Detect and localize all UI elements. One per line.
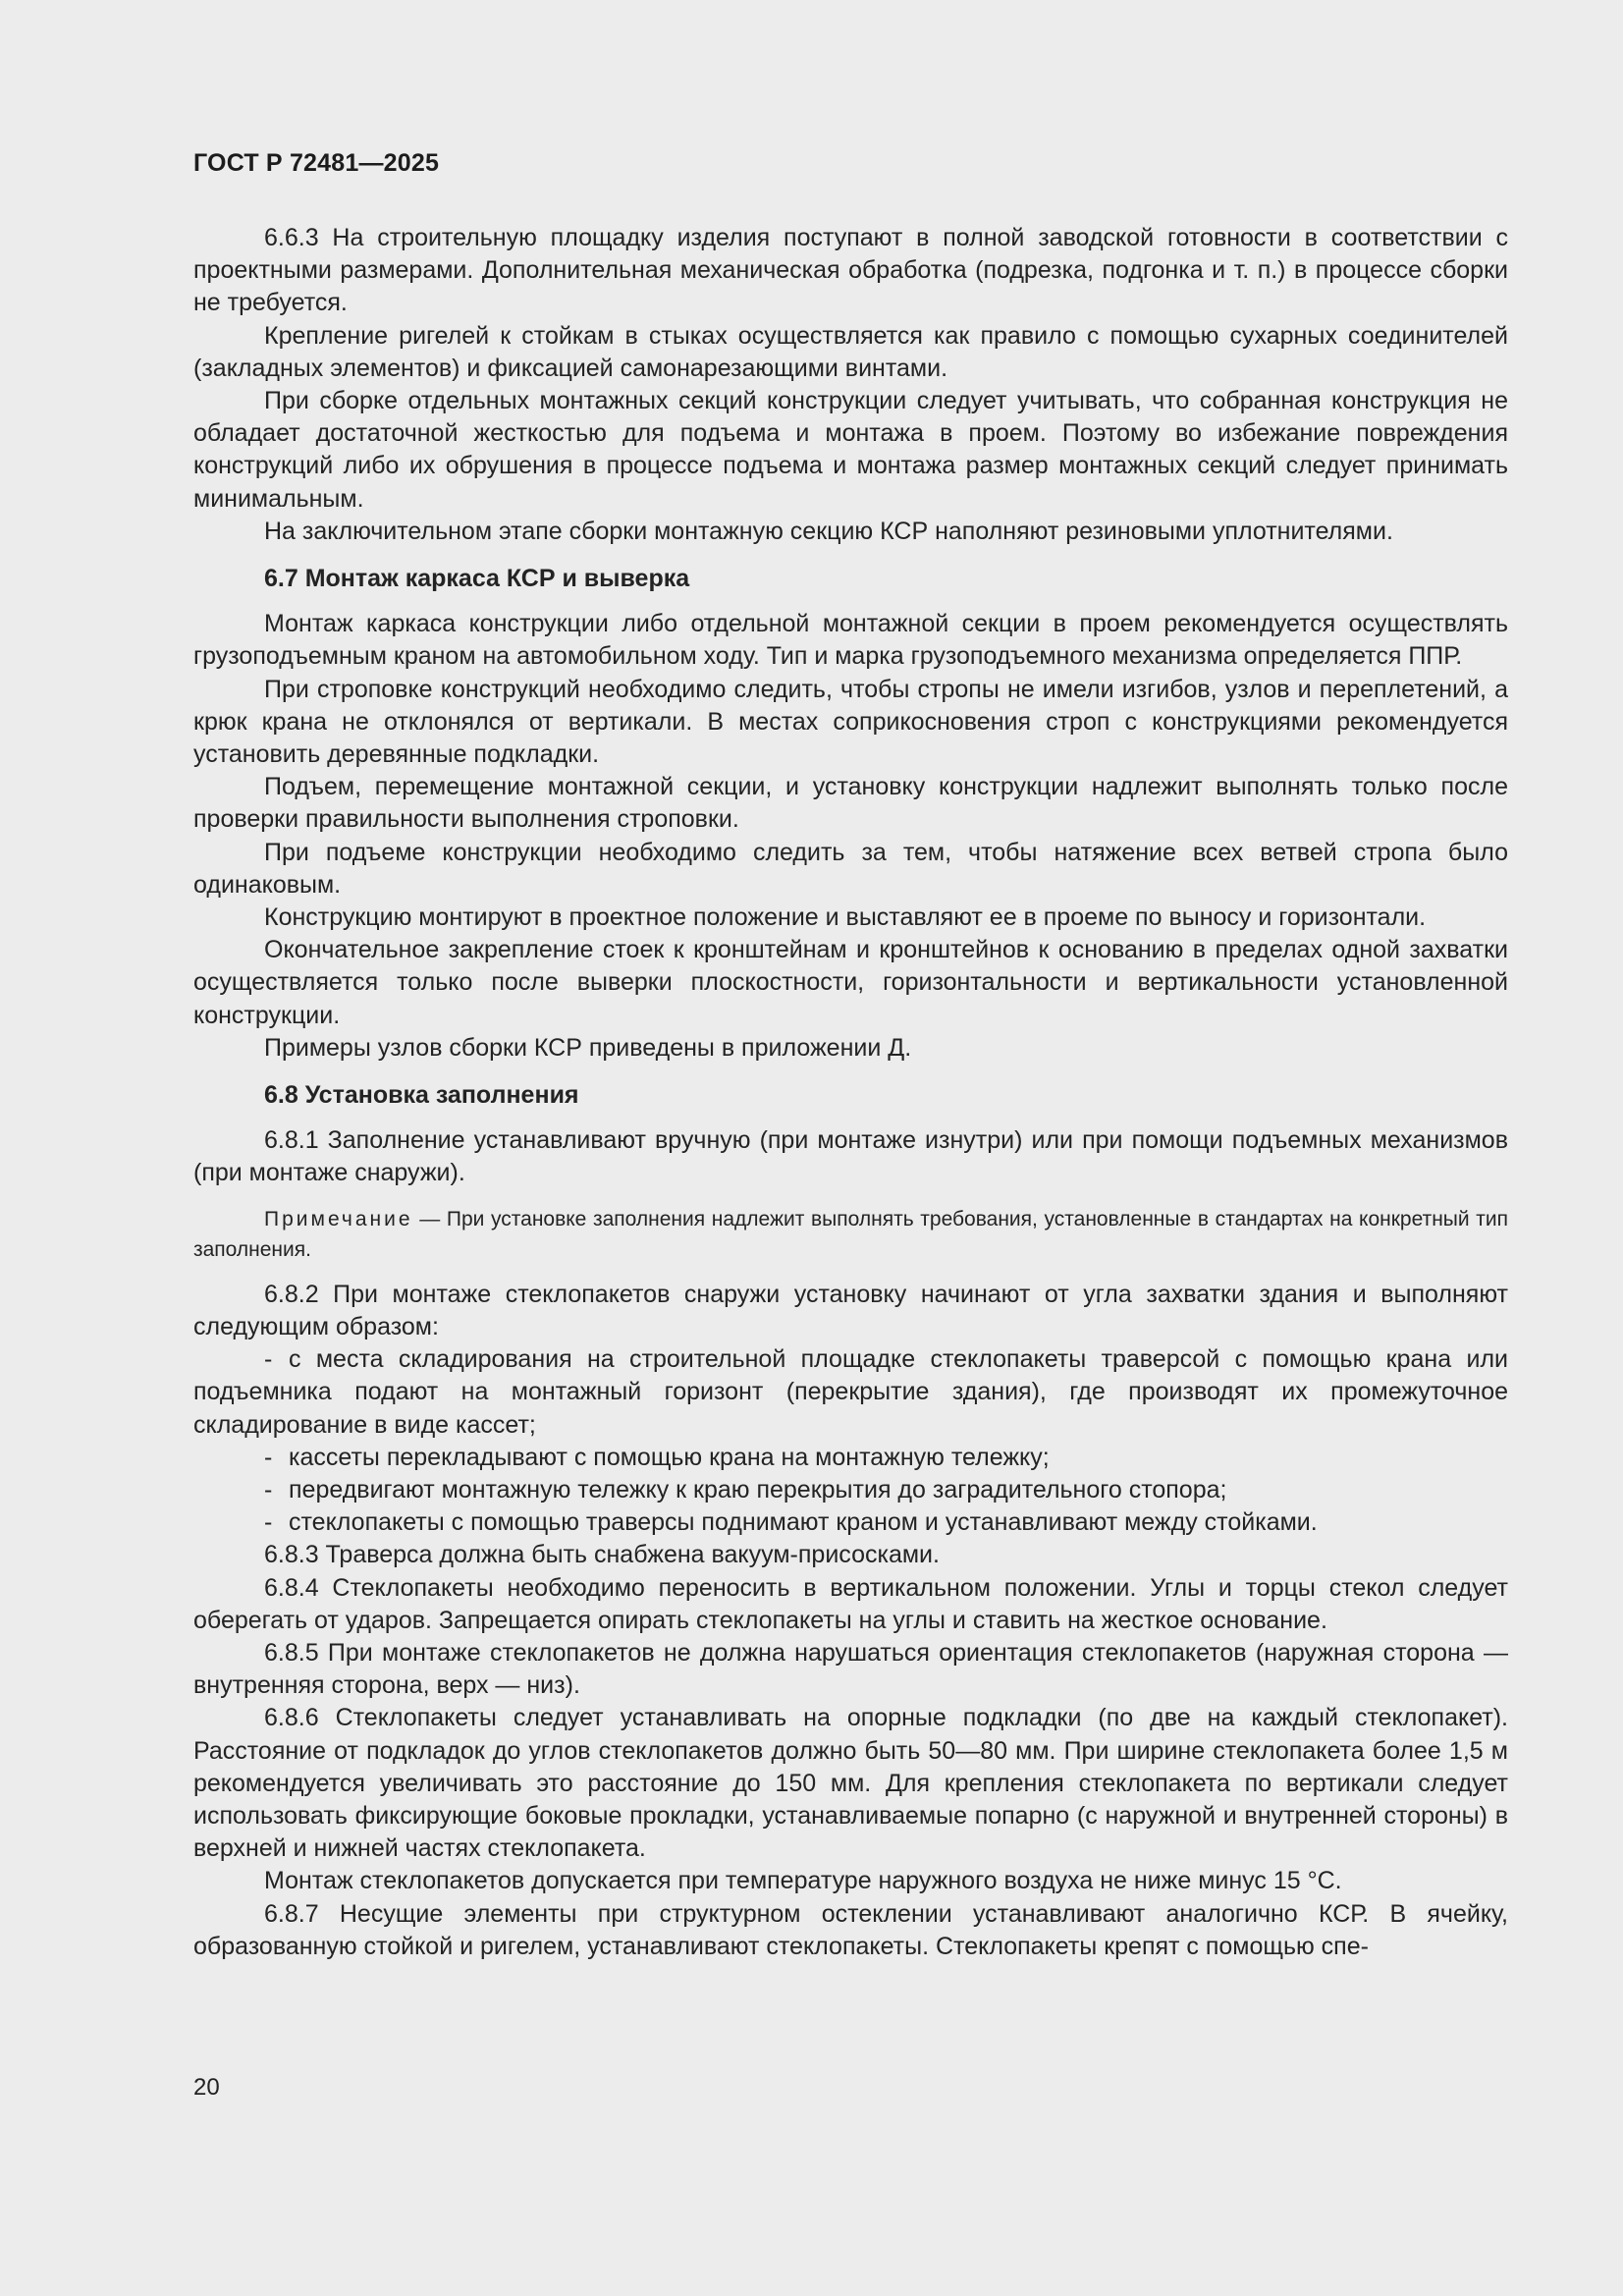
paragraph: 6.8.7 Несущие элементы при структурном остеклении устанавливают аналогично КСР. В ячейку, образованную стойкой и ригелем, устанавливают стеклопакеты. Стеклопакеты крепят с помощью спе-	[193, 1899, 1508, 1960]
paragraph: 6.8.5 При монтаже стеклопакетов не должна нарушаться ориентация стеклопакетов (наружная сторона — внутренняя сторона, верх — низ).	[193, 1638, 1508, 1700]
paragraph: На заключительном этапе сборки монтажную секцию КСР наполняют резиновыми уплотнителями.	[264, 517, 1393, 545]
list-item-text: кассеты перекладывают с помощью крана на монтажную тележку;	[289, 1443, 1050, 1471]
list-dash: -	[264, 1443, 273, 1471]
paragraph: Подъем, перемещение монтажной секции, и установку конструкции надлежит выполнять только после проверки правильности выполнения строповки.	[193, 773, 1508, 834]
paragraph: 6.8.1 Заполнение устанавливают вручную (при монтаже изнутри) или при помощи подъемных механизмов (при монтаже снаружи).	[193, 1126, 1508, 1187]
paragraph: Окончательное закрепление стоек к кронштейнам и кронштейнов к основанию в пределах одной захватки осуществляется только после выверки плоскостности, горизонтальности и вертикальности установленной конструкции.	[193, 936, 1508, 1029]
list-item-text: стеклопакеты с помощью траверсы поднимают краном и устанавливают между стойками.	[289, 1508, 1318, 1537]
paragraph: 6.8.6 Стеклопакеты следует устанавливать на опорные подкладки (по две на каждый стеклопакет). Расстояние от подкладок до углов стеклопакетов должно быть 50—80 мм. При ширине стеклопакета более 1,5 м рекомендуется увеличивать это расстояние до 150 мм. Для крепления стеклопакета по вертикали следует использовать фиксирующие боковые прокладки, устанавливаемые попарно (с наружной и внутренней стороны) в верхней и нижней частях стеклопакета.	[193, 1704, 1508, 1863]
paragraph: При сборке отдельных монтажных секций конструкции следует учитывать, что собранная конструкция не обладает достаточной жесткостью для подъема и монтажа в проем. Поэтому во избежание повреждения конструкций либо их обрушения в процессе подъема и монтажа размер монтажных секций следует принимать минимальным.	[193, 387, 1508, 513]
note-text: — При установке заполнения надлежит выполнять требования, установленные в стандартах на конкретный тип заполнения.	[193, 1207, 1508, 1261]
list-item-text: с места складирования на строительной площадке стеклопакеты траверсой с помощью крана или подъемника подают на монтажный горизонт (перекрытие здания), где производят их промежуточное складирование в виде кассет;	[193, 1345, 1508, 1439]
note	[193, 1204, 1508, 1265]
page-number: 20	[193, 2074, 220, 2101]
paragraph: Монтаж каркаса конструкции либо отдельной монтажной секции в проем рекомендуется осуществлять грузоподъемным краном на автомобильном ходу. Тип и марка грузоподъемного механизма определяется ППР.	[193, 610, 1508, 671]
paragraph: Крепление ригелей к стойкам в стыках осуществляется как правило с помощью сухарных соединителей (закладных элементов) и фиксацией самонарезающими винтами.	[193, 321, 1508, 382]
note-label: Примечание	[264, 1207, 413, 1230]
list-item	[193, 1474, 1508, 1506]
paragraph: При подъеме конструкции необходимо следить за тем, чтобы натяжение всех ветвей стропа было одинаковым.	[193, 838, 1508, 899]
paragraph: 6.8.3 Траверса должна быть снабжена вакуум-присосками.	[264, 1541, 940, 1569]
section-heading: 6.7 Монтаж каркаса КСР и выверка	[264, 565, 690, 593]
paragraph: 6.6.3 На строительную площадку изделия поступают в полной заводской готовности в соответствии с проектными размерами. Дополнительная механическая обработка (подрезка, подгонка и т. п.) в процессе сборки не требуется.	[193, 224, 1508, 317]
paragraph: Примеры узлов сборки КСР приведены в приложении Д.	[264, 1033, 912, 1062]
list-item	[193, 1506, 1508, 1539]
paragraph: 6.8.4 Стеклопакеты необходимо переносить в вертикальном положении. Углы и торцы стекол следует оберегать от ударов. Запрещается опирать стеклопакеты на углы и ставить на жесткое основание.	[193, 1573, 1508, 1634]
list-dash: -	[264, 1508, 273, 1537]
list-dash: -	[264, 1475, 273, 1503]
document-header: ГОСТ Р 72481—2025	[193, 149, 440, 177]
paragraph: При строповке конструкций необходимо следить, чтобы стропы не имели изгибов, узлов и переплетений, а крюк крана не отклонялся от вертикали. В местах соприкосновения строп с конструкциями рекомендуется установить деревянные подкладки.	[193, 675, 1508, 769]
paragraph: 6.8.2 При монтаже стеклопакетов снаружи установку начинают от угла захватки здания и выполняют следующим образом:	[193, 1280, 1508, 1340]
list-item	[193, 1343, 1508, 1442]
list-item-text: передвигают монтажную тележку к краю перекрытия до заградительного стопора;	[289, 1475, 1227, 1503]
list-dash: -	[264, 1345, 273, 1374]
list-item	[193, 1442, 1508, 1474]
paragraph: Монтаж стеклопакетов допускается при температуре наружного воздуха не ниже минус 15 °С.	[264, 1867, 1342, 1895]
section-heading: 6.8 Установка заполнения	[264, 1081, 579, 1110]
page-content	[193, 222, 1508, 1963]
paragraph: Конструкцию монтируют в проектное положение и выставляют ее в проеме по выносу и горизонтали.	[264, 903, 1427, 932]
